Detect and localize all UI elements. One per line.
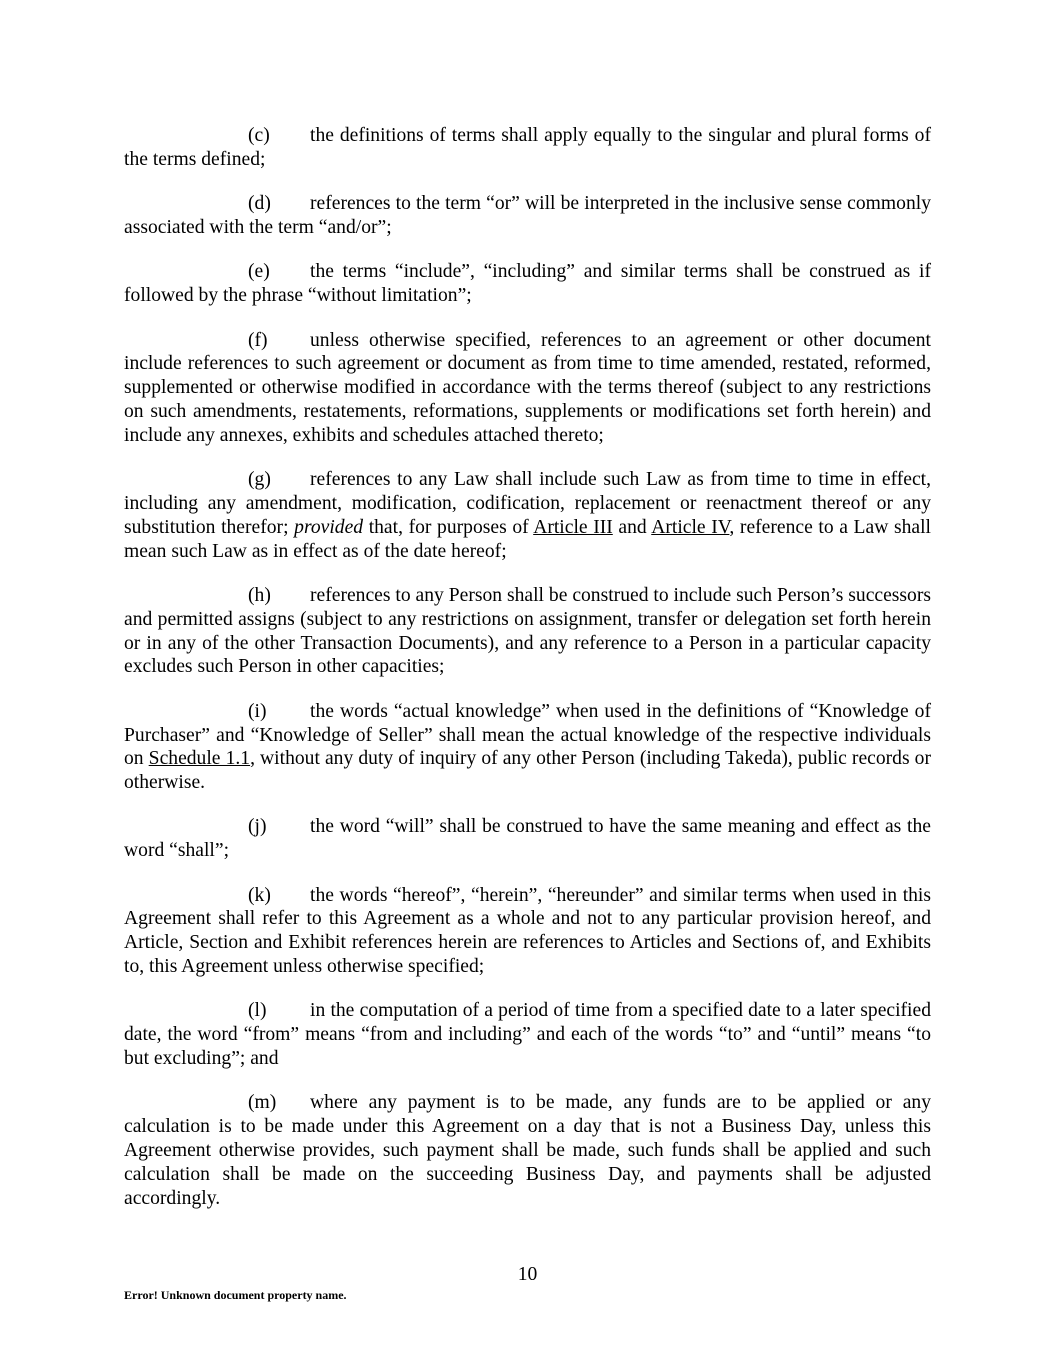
paragraph-k: [124, 884, 931, 979]
paragraph-text: where any payment is to be made, any funds are to be applied or any calculation is to be made under this Agreement on a day that is not a Business Day, unless this Agreement otherwise provides, such payment shall be made, such funds shall be applied and such calculation shall be made on the succeeding Business Day, and payments shall be adjusted accordingly.: [124, 1092, 931, 1209]
paragraph-text: the words “hereof”, “herein”, “hereunder” and similar terms when used in this Agreement shall refer to this Agreement as a whole and not to any particular provision hereof, and Article, Section and Exhibit references herein are references to Articles and Sections of, and Exhibits to, this Agreement unless otherwise specified;: [124, 884, 931, 978]
paragraph-text: in the computation of a period of time from a specified date to a later specified date, the word “from” means “from and including” and each of the words “to” and “until” means “to but excluding”; and: [124, 1000, 931, 1070]
paragraph-marker: (h): [248, 584, 271, 606]
paragraph-e: [124, 260, 931, 308]
paragraph-text: , without any duty of inquiry of any other Person (including Takeda), public records or otherwise.: [124, 748, 931, 794]
schedule-reference: Schedule 1.1: [148, 748, 251, 770]
paragraph-text: and: [612, 516, 652, 538]
article-iii-reference: Article III: [533, 516, 613, 538]
paragraph-marker: (e): [248, 261, 270, 283]
paragraph-marker: (l): [248, 1000, 267, 1022]
paragraph-text: , reference to a Law shall mean such Law as in effect as of the date hereof;: [124, 516, 931, 562]
paragraph-marker: (j): [248, 816, 267, 838]
paragraph-text: the definitions of terms shall apply equally to the singular and plural forms of the terms defined;: [124, 125, 931, 170]
paragraph-d: [124, 192, 931, 240]
article-iv-reference: Article IV: [651, 516, 730, 538]
footer-property-error: Error! Unknown document property name.: [124, 1288, 347, 1302]
paragraph-marker: (g): [248, 469, 271, 491]
paragraph-text: references to any Person shall be construed to include such Person’s successors and permitted assigns (subject to any restrictions on assignment, transfer or delegation set forth herein or in any of the other Transaction Documents), and any reference to a Person in a particular capacity excludes such Person in other capacities;: [124, 584, 931, 678]
paragraph-marker: (m): [248, 1092, 277, 1114]
paragraph-text: the words “actual knowledge” when used in the definitions of “Knowledge of Purchaser” and “Knowledge of Seller” shall mean the actual knowledge of the respective individuals on: [124, 700, 931, 770]
paragraph-text: that, for purposes of: [363, 516, 534, 538]
provided-term: provided: [294, 516, 364, 538]
page-number: 10: [517, 1264, 538, 1285]
paragraph-g: [124, 468, 931, 563]
paragraph-marker: (d): [248, 193, 271, 215]
paragraph-text: references to the term “or” will be interpreted in the inclusive sense commonly associated with the term “and/or”;: [124, 193, 931, 238]
paragraph-text: unless otherwise specified, references to an agreement or other document include references to such agreement or document as from time to time amended, restated, reformed, supplemented or otherwise modified in accordance with the terms thereof (subject to any restrictions on such amendments, restatements, reformations, supplements or modifications set forth herein) and include any annexes, exhibits and schedules attached thereto;: [124, 329, 931, 446]
paragraph-l: [124, 999, 931, 1070]
paragraph-text: the terms “include”, “including” and similar terms shall be construed as if followed by the phrase “without limitation”;: [124, 261, 931, 307]
paragraph-text: references to any Law shall include such Law as from time to time in effect, including any amendment, modification, codification, replacement or reenactment thereof or any substitution therefor;: [124, 469, 931, 538]
paragraph-marker: (c): [248, 125, 270, 146]
paragraph-m: [124, 1091, 931, 1210]
paragraph-text: the word “will” shall be construed to have the same meaning and effect as the word “shall”;: [124, 816, 931, 862]
document-body: [124, 124, 931, 1231]
paragraph-c: [124, 124, 931, 172]
paragraph-marker: (i): [248, 700, 267, 722]
paragraph-marker: (k): [248, 884, 271, 906]
paragraph-marker: (f): [248, 329, 268, 351]
paragraph-i: [124, 700, 931, 795]
paragraph-j: [124, 815, 931, 863]
paragraph-f: [124, 329, 931, 448]
paragraph-h: [124, 584, 931, 679]
